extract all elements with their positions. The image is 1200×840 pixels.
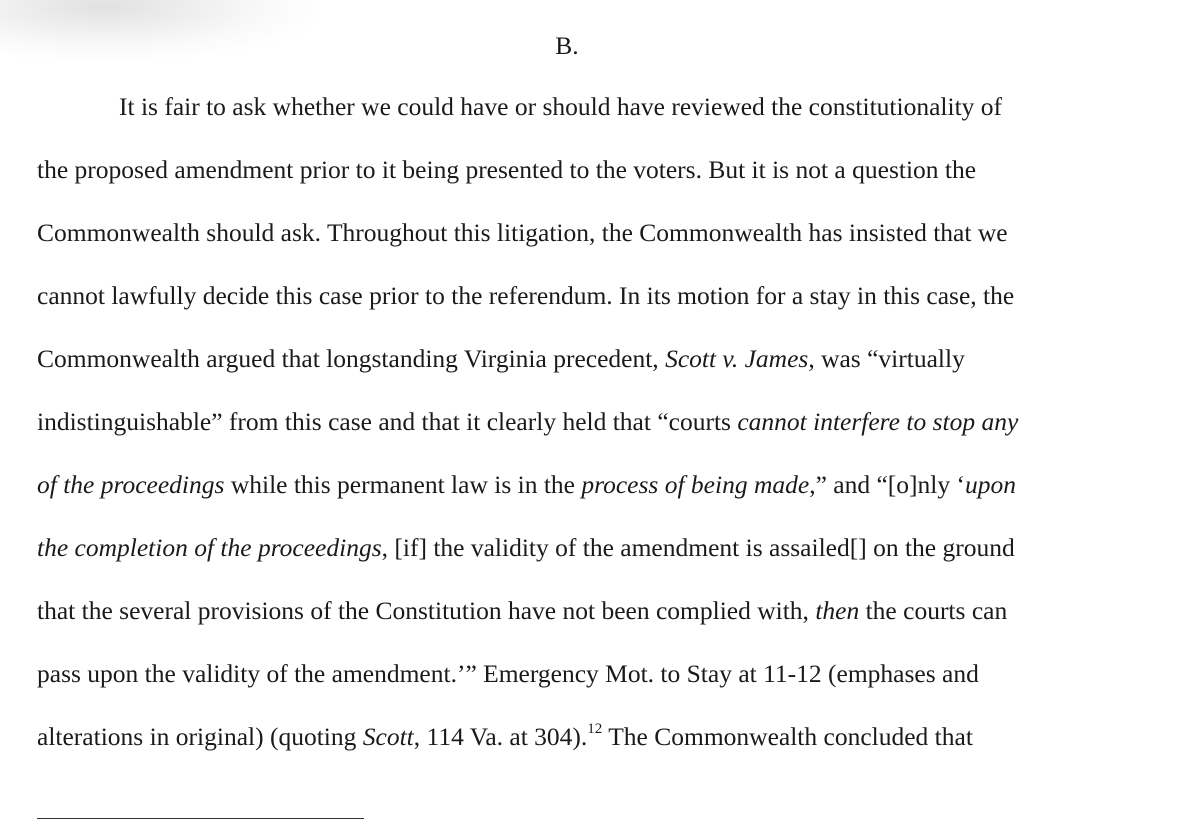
text-segment: indistinguishable” from this case and that it clearly held that “courts [37,407,738,436]
text-segment: while this permanent law is in the [224,470,582,499]
paragraph-line [37,404,1018,440]
italic-text: Scott v. James [665,344,809,373]
text-segment: , was “virtually [808,344,965,373]
paragraph-line [119,89,1002,125]
paragraph-line [37,656,979,692]
italic-text: cannot interfere to stop any [737,407,1019,436]
text-segment: Commonwealth argued that longstanding Virginia precedent, [37,344,666,373]
text-segment: cannot lawfully decide this case prior to the referendum. In its motion for a stay in this case, the [37,281,1015,310]
italic-text: of the proceedings [37,470,225,499]
text-segment: alterations in original) (quoting [37,722,363,751]
italic-text: Scott [362,722,414,751]
paragraph-line [37,530,1015,566]
text-segment: It is fair to ask whether we could have or should have reviewed the constitutionality of [119,92,1003,121]
footnote-reference[interactable]: 12 [587,721,603,737]
text-segment: the proposed amendment prior to it being presented to the voters. But it is not a question the [37,155,977,184]
italic-text: then [815,596,860,625]
paragraph-line [37,341,965,377]
text-segment: pass upon the validity of the amendment.’” Emergency Mot. to Stay at 11-12 (emphases and [37,659,979,688]
italic-text: process of being made [581,470,810,499]
paragraph-line [37,215,1008,251]
text-segment: , [if] the validity of the amendment is assailed[] on the ground [381,533,1015,562]
section-heading: B. [555,31,579,60]
text-segment: the courts can [859,596,1008,625]
paragraph-line [37,593,1007,629]
paragraph-line [37,278,1014,314]
paragraph-line [37,719,973,755]
footnote-separator-rule [37,818,364,819]
text-segment: The Commonwealth concluded that [602,722,973,751]
text-segment: Commonwealth should ask. Throughout this litigation, the Commonwealth has insisted that we [37,218,1008,247]
text-segment: , 114 Va. at 304). [413,722,588,751]
paragraph-line [37,467,1016,503]
italic-text: upon [964,470,1016,499]
text-segment: that the several provisions of the Constitution have not been complied with, [37,596,816,625]
italic-text: the completion of the proceedings [37,533,382,562]
text-segment: ,” and “[o]nly ‘ [809,470,965,499]
paragraph-line [37,152,976,188]
